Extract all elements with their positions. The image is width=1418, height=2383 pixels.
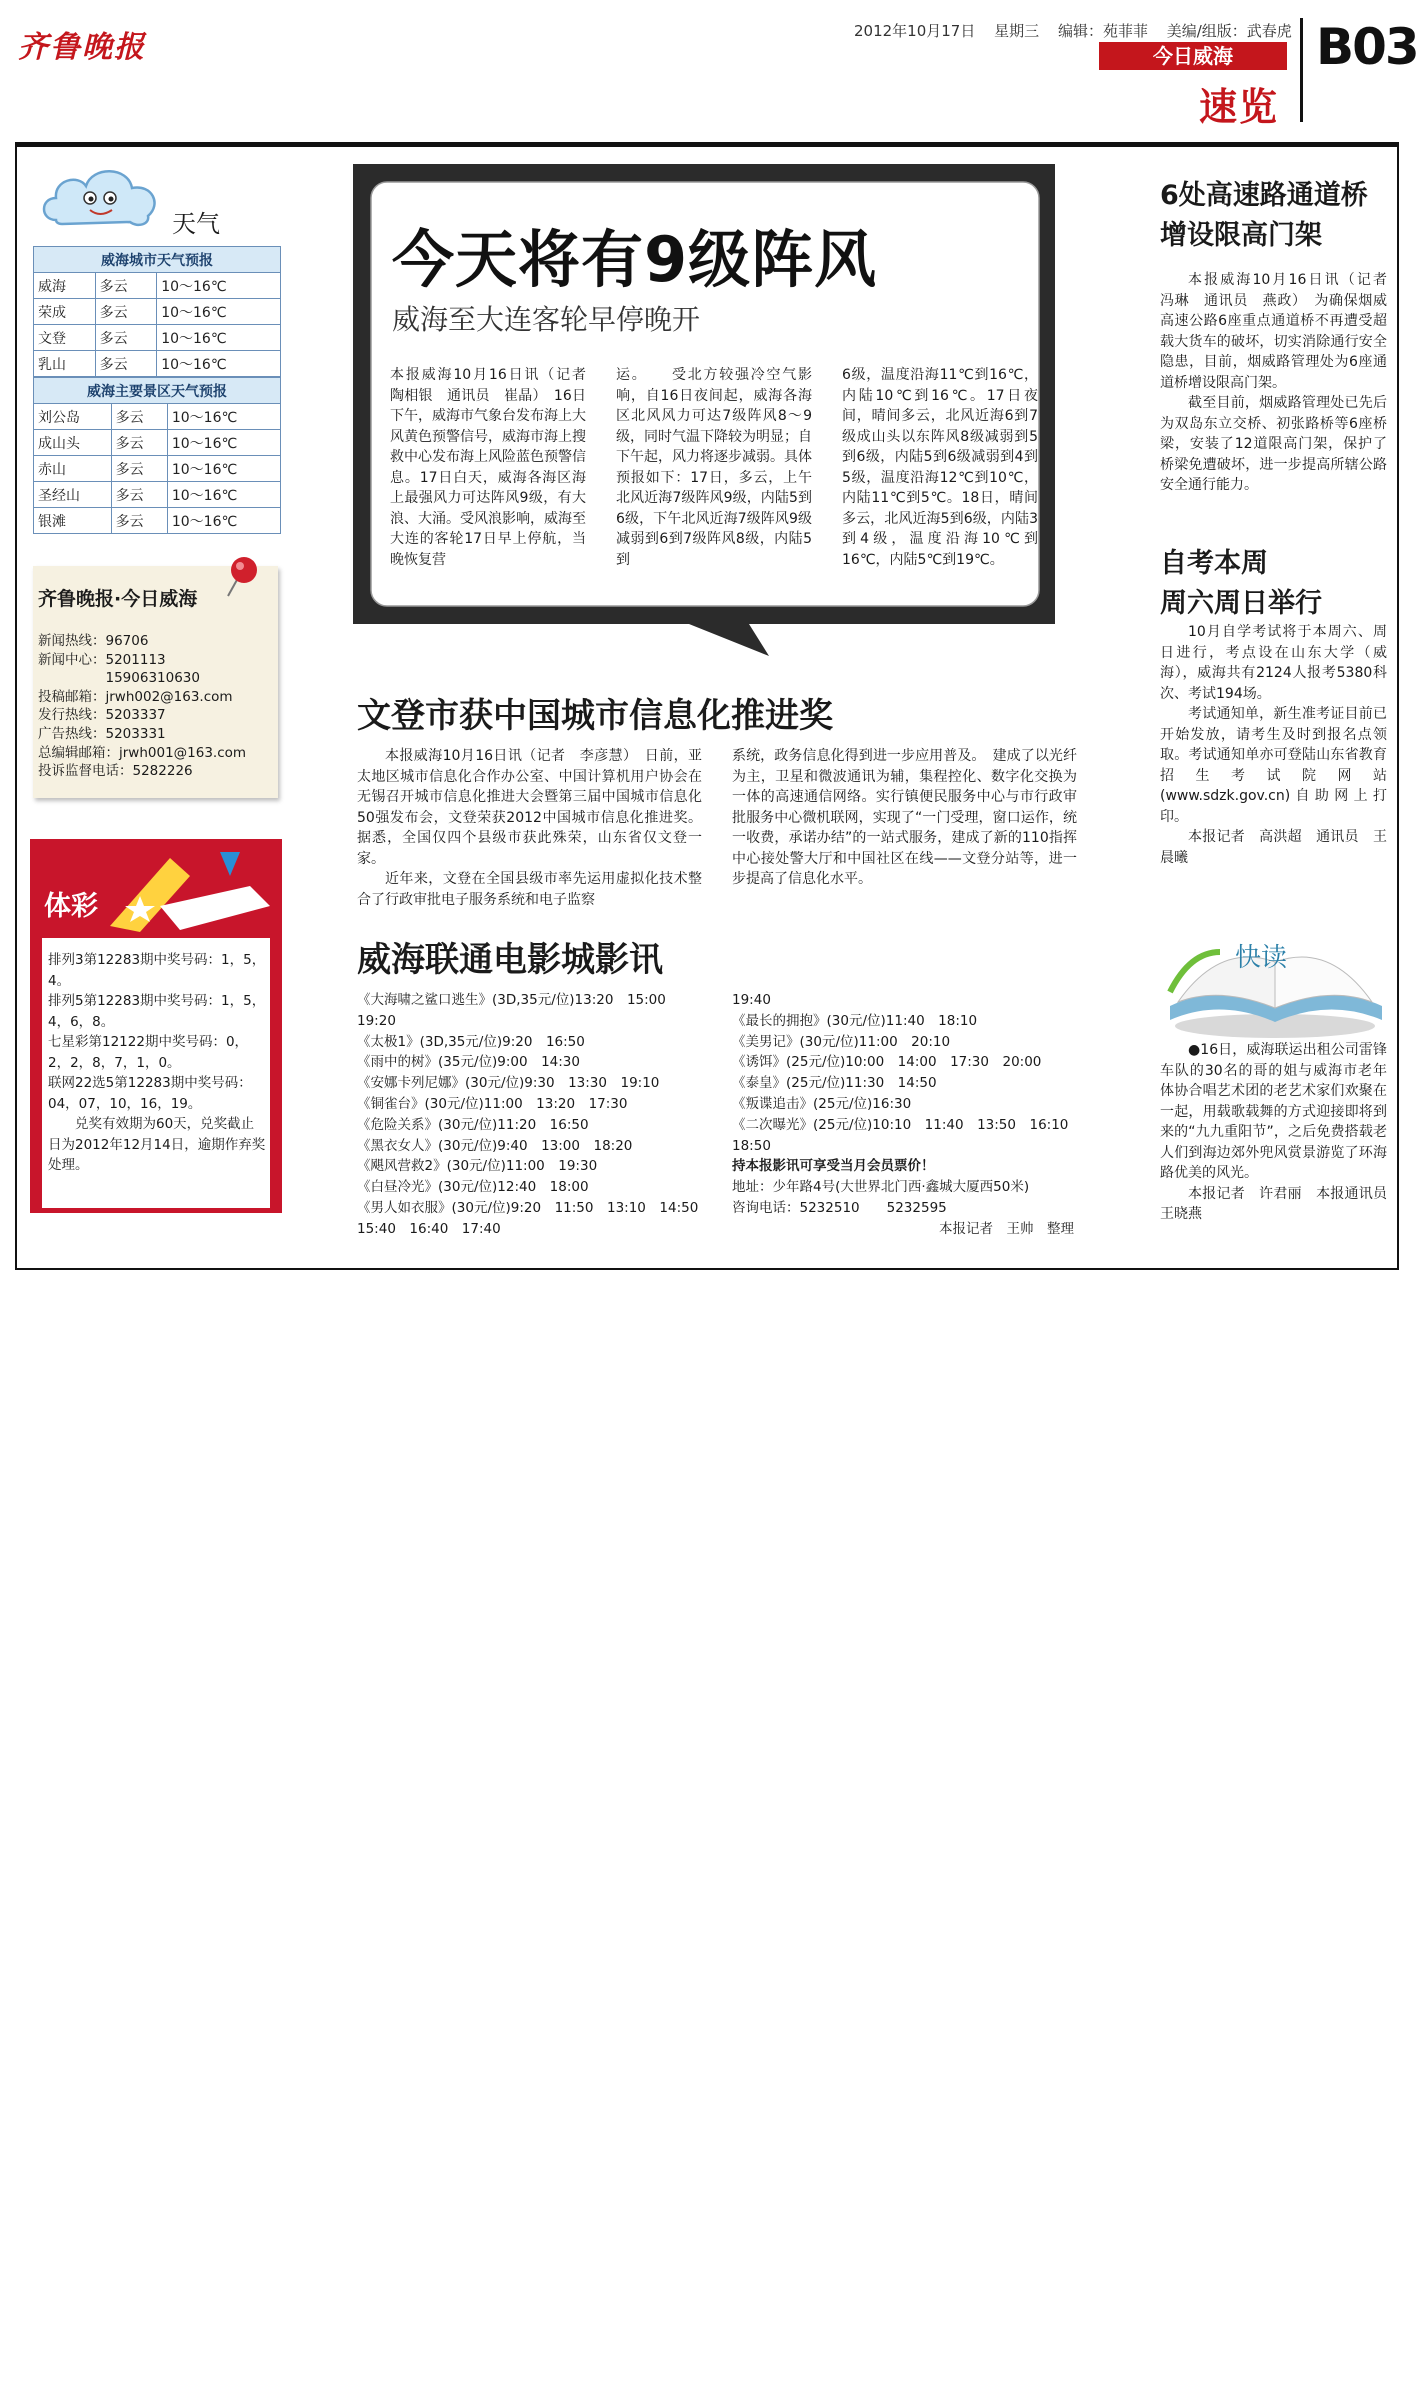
right1-body <box>1160 270 1401 496</box>
showtime-line: 《危险关系》(30元/位)11:20 16:50 <box>357 1116 589 1133</box>
article3-credit: 本报记者 王帅 整理 <box>939 1220 1074 1237</box>
sky-condition: 多云 <box>111 456 167 482</box>
table-row <box>34 482 281 508</box>
city-name: 威海 <box>34 273 96 299</box>
lottery-title: 体彩 <box>44 891 98 922</box>
scenic-name: 银滩 <box>34 508 112 534</box>
temperature: 10～16℃ <box>157 273 281 299</box>
table-row <box>34 404 281 430</box>
lottery-line: 七星彩第12122期中奖号码：0，2，2，8，7，1，0。 <box>48 1034 249 1071</box>
lottery-results <box>48 950 266 1176</box>
table-row <box>34 456 281 482</box>
right2-paragraph: 10月自学考试将于本周六、周日进行，考点设在山东大学（威海），威海共有2124人报考5380科次、考试194场。 <box>1160 624 1387 702</box>
contact-list <box>38 632 278 781</box>
header-divider <box>1300 18 1303 122</box>
temperature: 10～16℃ <box>167 456 280 482</box>
lottery-logo-graphic <box>100 846 280 936</box>
showtimes-col-2 <box>732 990 1082 1240</box>
contact-line: 广告热线：5203331 <box>38 725 166 742</box>
showtime-line: 《飓风营救2》(30元/位)11:00 19:30 <box>357 1158 598 1175</box>
table-row <box>34 325 281 351</box>
showtime-line: 18:50 <box>732 1137 771 1154</box>
temperature: 10～16℃ <box>157 351 281 377</box>
designer-credit: 美编/组版：武春虎 <box>1166 22 1292 40</box>
sky-condition: 多云 <box>95 351 157 377</box>
newspaper-logo: 齐鲁晚报 <box>18 30 146 65</box>
table-row <box>34 299 281 325</box>
scenic-weather-table <box>33 377 281 534</box>
temperature: 10～16℃ <box>167 404 280 430</box>
showtime-line: 《大海啸之鲨口逃生》(3D,35元/位)13:20 15:00 <box>357 992 666 1008</box>
showtime-line: 《男人如衣服》(30元/位)9:20 11:50 13:10 14:50 <box>357 1199 699 1216</box>
showtime-line: 19:20 <box>357 1012 396 1029</box>
sky-condition: 多云 <box>111 482 167 508</box>
lottery-line: 兑奖有效期为60天，兑奖截止日为2012年12月14日，逾期作弃奖处理。 <box>48 1116 266 1173</box>
contact-line: 总编辑邮箱：jrwh001@163.com <box>38 744 247 761</box>
kuaidu-paragraph: ●16日，威海联运出租公司雷锋车队的30名的哥的姐与威海市老年体协合唱艺术团的老艺术家们欢聚在一起，用载歌载舞的方式迎接即将到来的“九九重阳节”，之后免费搭载老人们到海边郊外兜风赏景游览了环海路优美的风光。 <box>1160 1042 1387 1181</box>
page-number: B03 <box>1316 18 1418 76</box>
right2-body <box>1160 622 1387 868</box>
scenic-name: 刘公岛 <box>34 404 112 430</box>
lottery-line: 排列5第12283期中奖号码：1，5，4，6，8。 <box>48 993 266 1030</box>
scenic-name: 圣经山 <box>34 482 112 508</box>
cloud-icon <box>38 158 166 238</box>
lottery-line: 联网22选5第12283期中奖号码：04，07，10，16，19。 <box>48 1075 252 1112</box>
cinema-address: 地址：少年路4号(大世界北门西·鑫城大厦西50米) <box>732 1179 1030 1196</box>
showtime-line: 《白昼冷光》(30元/位)12:40 18:00 <box>357 1179 589 1196</box>
temperature: 10～16℃ <box>167 482 280 508</box>
table-row <box>34 351 281 377</box>
right1-headline-line: 增设限高门架 <box>1160 220 1322 251</box>
city-weather-table <box>33 246 281 377</box>
showtimes-col-1 <box>357 990 707 1240</box>
table-row <box>34 508 281 534</box>
showtime-line: 《诱饵》(25元/位)10:00 14:00 17:30 20:00 <box>732 1054 1042 1071</box>
showtime-line: 《最长的拥抱》(30元/位)11:40 18:10 <box>732 1012 978 1029</box>
member-price-note: 持本报影讯可享受当月会员票价！ <box>732 1158 935 1175</box>
sky-condition: 多云 <box>111 508 167 534</box>
right1-headline <box>1160 176 1395 256</box>
contact-title: 齐鲁晚报·今日威海 <box>38 588 198 610</box>
contact-line: 投诉监督电话：5282226 <box>38 763 193 780</box>
city-weather-title: 威海城市天气预报 <box>34 247 281 273</box>
showtime-line: 19:40 <box>732 992 771 1008</box>
right2-headline-line: 周六周日举行 <box>1160 588 1322 619</box>
showtime-line: 《美男记》(30元/位)11:00 20:10 <box>732 1033 951 1050</box>
contact-line: 发行热线：5203337 <box>38 707 166 724</box>
scenic-name: 赤山 <box>34 456 112 482</box>
scenic-weather-title: 威海主要景区天气预报 <box>34 378 281 404</box>
article2-col-1 <box>357 746 702 910</box>
pushpin-icon <box>222 554 262 598</box>
showtime-line: 《太极1》(3D,35元/位)9:20 16:50 <box>357 1033 585 1050</box>
kuaidu-label: 快读 <box>1235 943 1288 973</box>
sky-condition: 多云 <box>111 404 167 430</box>
showtime-line: 《叛谍追击》(25元/位)16:30 <box>732 1095 912 1112</box>
right1-paragraph: 本报威海10月16日讯（记者 冯琳 通讯员 燕政） 为确保烟威高速公路6座重点通道桥不再遭受超载大货车的破坏，切实消除通行安全隐患，目前，烟威路管理处为6座通道桥增设限高门架。 <box>1160 272 1401 391</box>
contact-line: 新闻中心：5201113 <box>38 651 166 668</box>
showtime-line: 《黑衣女人》(30元/位)9:40 13:00 18:20 <box>357 1137 633 1154</box>
right2-credit: 本报记者 高洪超 通讯员 王晨曦 <box>1160 829 1387 866</box>
article2-col-2: 系统，政务信息化得到进一步应用普及。 建成了以光纤为主，卫星和微波通讯为辅，集程控化、数字化交换为一体的高速通信网络。实行镇便民服务中心与市行政审批服务中心微机联网，实现了“一门受理，窗口运作，统一收费，承诺办结”的一站式服务，建成了新的110指挥中心接处警大厅和中国社区在线——文登分站等，进一步提高了信息化水平。 <box>732 748 1077 887</box>
sky-condition: 多云 <box>95 325 157 351</box>
lead-col-1: 本报威海10月16日讯（记者 陶相银 通讯员 崔晶） 16日下午，威海市气象台发布海上大风黄色预警信号，威海市海上搜救中心发布海上风险蓝色预警信息。17日白天，威海各海区海上最强风力可达阵风9级，有大浪、大涌。受风浪影响，威海至大连的客轮17日早上停航，当晚恢复营 <box>390 367 600 568</box>
contact-line: 新闻热线：96706 <box>38 633 149 649</box>
editor-credit: 编辑：苑菲菲 <box>1057 22 1148 40</box>
showtime-line: 《泰皇》(25元/位)11:30 14:50 <box>732 1075 937 1092</box>
temperature: 10～16℃ <box>167 508 280 534</box>
showtime-line: 《安娜卡列尼娜》(30元/位)9:30 13:30 19:10 <box>357 1075 660 1092</box>
issue-date: 2012年10月17日 <box>854 22 976 40</box>
section-banner: 今日威海 <box>1099 42 1287 70</box>
lottery-line: 排列3第12283期中奖号码：1，5，4。 <box>48 952 266 989</box>
showtime-line: 《二次曝光》(25元/位)10:10 11:40 13:50 16:10 <box>732 1116 1069 1133</box>
right1-headline-line: 6处高速路通道桥 <box>1160 180 1368 211</box>
subsection-title: 速览 <box>1199 85 1280 129</box>
showtime-line: 15:40 16:40 17:40 <box>357 1220 501 1237</box>
article2-paragraph: 本报威海10月16日讯（记者 李彦慧） 日前，亚太地区城市信息化合作办公室、中国计算机用户协会在无锡召开城市信息化推进大会暨第三届中国城市信息化50强发布会，文登荣获2012中国城市信息化推进奖。据悉，全国仅四个县级市获此殊荣，山东省仅文登一家。 <box>357 748 702 867</box>
lead-body <box>390 365 1042 600</box>
scenic-name: 成山头 <box>34 430 112 456</box>
city-name: 文登 <box>34 325 96 351</box>
article2-paragraph: 近年来，文登在全国县级市率先运用虚拟化技术整合了行政审批电子服务系统和电子监察 <box>357 871 702 908</box>
contact-line: 15906310630 <box>38 670 200 687</box>
showtime-line: 《铜雀台》(30元/位)11:00 13:20 17:30 <box>357 1095 628 1112</box>
cinema-phone: 咨询电话：5232510 5232595 <box>732 1199 947 1216</box>
right1-paragraph: 截至目前，烟威路管理处已先后为双岛东立交桥、初张路桥等6座桥梁，安装了12道限高门架，保护了桥梁免遭破坏，进一步提高所辖公路安全通行能力。 <box>1160 395 1387 493</box>
table-row <box>34 273 281 299</box>
issue-weekday: 星期三 <box>994 22 1040 40</box>
weather-label: 天气 <box>172 210 220 238</box>
showtime-line: 《雨中的树》(35元/位)9:00 14:30 <box>357 1054 580 1071</box>
lead-col-2: 运。 受北方较强冷空气影响，自16日夜间起，威海各海区北风风力可达7级阵风8～9级，同时气温下降较为明显；自下午起，风力将逐步减弱。具体预报如下：17日，多云，上午北风近海7级阵风9级，内陆5到6级，下午北风近海7级阵风9级减弱到6到7级阵风8级，内陆5到 <box>616 367 812 568</box>
temperature: 10～16℃ <box>157 325 281 351</box>
temperature: 10～16℃ <box>167 430 280 456</box>
temperature: 10～16℃ <box>157 299 281 325</box>
right2-headline <box>1160 544 1395 624</box>
lead-subheadline: 威海至大连客轮早停晚开 <box>392 303 701 336</box>
right2-headline-line: 自考本周 <box>1160 548 1268 579</box>
article3-headline: 威海联通电影城影讯 <box>357 940 663 980</box>
city-name: 荣成 <box>34 299 96 325</box>
article2-headline: 文登市获中国城市信息化推进奖 <box>357 696 833 736</box>
sky-condition: 多云 <box>95 299 157 325</box>
lead-col-3: 6级，温度沿海11℃到16℃，内陆10℃到16℃。17日夜间，晴间多云，北风近海6到7级成山头以东阵风8级减弱到5到6级，内陆5到6级减弱到4到5级，温度沿海12℃到10℃，内陆11℃到5℃。18日，晴间多云，北风近海5到6级，内陆3到4级，温度沿海10℃到16℃，内陆5℃到19℃。 <box>842 367 1038 568</box>
table-row <box>34 430 281 456</box>
sky-condition: 多云 <box>95 273 157 299</box>
kuaidu-body <box>1160 1040 1401 1225</box>
contact-line: 投稿邮箱：jrwh002@163.com <box>38 688 233 705</box>
right2-paragraph: 考试通知单，新生准考证目前已开始发放，请考生及时到报名点领取。考试通知单亦可登陆山东省教育招生考试院网站(www.sdzk.gov.cn)自助网上打印。 <box>1160 706 1387 825</box>
issue-meta <box>854 20 1306 41</box>
kuaidu-credit: 本报记者 许君丽 本报通讯员 王晓燕 <box>1160 1185 1401 1222</box>
sky-condition: 多云 <box>111 430 167 456</box>
lead-headline: 今天将有9级阵风 <box>392 223 878 296</box>
city-name: 乳山 <box>34 351 96 377</box>
